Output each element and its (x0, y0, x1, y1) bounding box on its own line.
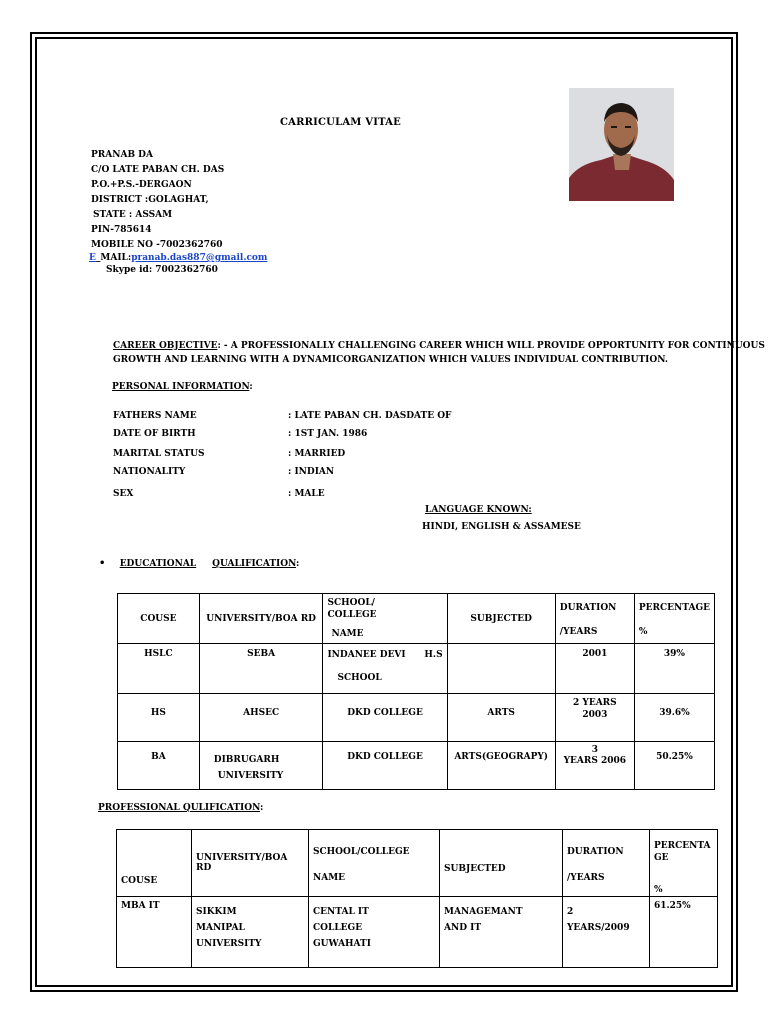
personal-label-sex: SEX (113, 489, 134, 499)
header-couse: COUSE (118, 594, 200, 644)
cell-subjected (440, 897, 563, 968)
document-title: CARRICULAM VITAE (280, 117, 401, 128)
header-percentage-b: % (638, 627, 648, 637)
mobile-line: MOBILE NO -7002362760 (91, 240, 223, 250)
person-photo-icon (569, 88, 674, 201)
cell-university-b: MANIPAL (196, 923, 245, 933)
cell-subjected: ARTS (447, 694, 555, 742)
education-table (117, 593, 715, 790)
education-heading (99, 558, 299, 569)
cell-university (199, 742, 323, 790)
header-couse: COUSE (117, 830, 192, 897)
header-school (323, 594, 447, 644)
education-heading-b: QUALIFICATION (212, 559, 296, 569)
cell-duration-b: YEARS 2006 (563, 756, 627, 766)
header-duration-b: /YEARS (567, 873, 605, 883)
cell-percentage: 39% (634, 644, 714, 694)
cell-percentage: 61.25% (650, 897, 718, 968)
cell-percentage: 50.25% (634, 742, 714, 790)
personal-value-nationality: : INDIAN (288, 467, 335, 477)
header-school-a: SCHOOL/COLLEGE (313, 847, 410, 857)
cell-couse: BA (118, 742, 200, 790)
candidate-name: PRANAB DA (91, 150, 153, 160)
header-school (309, 830, 440, 897)
professional-heading (98, 803, 263, 813)
state-line: STATE : ASSAM (93, 210, 173, 220)
cell-duration (555, 694, 634, 742)
header-subjected: SUBJECTED (440, 830, 563, 897)
cell-university-a: DIBRUGARH (213, 755, 280, 765)
cell-subjected-a: MANAGEMANT (444, 907, 523, 917)
email-line (89, 253, 267, 264)
cell-couse: HS (118, 694, 200, 742)
career-objective (113, 339, 765, 367)
cell-duration: 2001 (555, 644, 634, 694)
personal-info-heading-text: PERSONAL INFORMATION (112, 382, 250, 392)
table-row (118, 694, 715, 742)
email-link[interactable]: pranab.das887@gmail.com (131, 253, 268, 263)
header-duration (555, 594, 634, 644)
cell-school (309, 897, 440, 968)
cell-subjected-b: AND IT (444, 923, 482, 933)
education-heading-colon: : (295, 559, 300, 569)
contact-block (91, 148, 224, 253)
cell-couse: MBA IT (117, 897, 192, 968)
cell-duration-b: YEARS/2009 (567, 923, 630, 933)
cell-university: SEBA (199, 644, 323, 694)
header-university: UNIVERSITY/BOA RD (192, 830, 309, 897)
header-duration-b: /YEARS (559, 627, 598, 637)
cell-couse: HSLC (118, 644, 200, 694)
personal-value-fathers-name: : LATE PABAN CH. DASDATE OF (288, 411, 452, 421)
career-objective-line1: : - A PROFESSIONALLY CHALLENGING CAREER WHICH WILL PROVIDE OPPORTUNITY FOR CONTINUOUS (217, 341, 765, 351)
personal-value-sex: : MALE (288, 489, 325, 499)
cell-duration-a: 3 (591, 745, 598, 755)
cell-percentage: 39.6% (634, 694, 714, 742)
table-header-row (118, 594, 715, 644)
professional-heading-text: PROFESSIONAL QULIFICATION (98, 803, 260, 813)
header-school-c: NAME (331, 629, 364, 639)
header-percentage (634, 594, 714, 644)
header-subjected: SUBJECTED (447, 594, 555, 644)
cell-university-c: UNIVERSITY (196, 939, 262, 949)
table-row (118, 644, 715, 694)
header-percentage (650, 830, 718, 897)
cell-duration (563, 897, 650, 968)
career-objective-label: CAREER OBJECTIVE (113, 341, 218, 351)
cell-school-c: GUWAHATI (313, 939, 371, 949)
personal-value-dob: : 1ST JAN. 1986 (288, 429, 368, 439)
cell-university (192, 897, 309, 968)
cell-duration (555, 742, 634, 790)
header-duration (563, 830, 650, 897)
header-percentage-a: PERCENTA GE (654, 841, 711, 863)
table-header-row (117, 830, 718, 897)
cell-subjected (447, 644, 555, 694)
personal-label-fathers-name: FATHERS NAME (113, 411, 197, 421)
personal-value-marital: : MARRIED (288, 449, 346, 459)
cell-school-a: CENTAL IT (313, 907, 369, 917)
cell-university-b: UNIVERSITY (217, 771, 284, 781)
personal-label-dob: DATE OF BIRTH (113, 429, 196, 439)
header-university: UNIVERSITY/BOA RD (199, 594, 323, 644)
care-of-line: C/O LATE PABAN CH. DAS (91, 165, 225, 175)
email-prefix-label: _MAIL: (95, 253, 132, 263)
cell-school: DKD COLLEGE (323, 742, 447, 790)
district-line: DISTRICT :GOLAGHAT, (91, 195, 209, 205)
cell-school (323, 644, 447, 694)
career-objective-line2: GROWTH AND LEARNING WITH A DYNAMICORGANIZATION WHICH VALUES INDIVIDUAL CONTRIBUTION. (113, 355, 668, 365)
pin-line: PIN-785614 (91, 225, 152, 235)
header-percentage-b: % (654, 885, 663, 895)
cell-school-b: COLLEGE (313, 923, 363, 933)
profile-photo (569, 88, 674, 201)
header-duration-a: DURATION (567, 847, 624, 857)
personal-label-nationality: NATIONALITY (113, 467, 186, 477)
header-school-b: COLLEGE (327, 610, 377, 620)
cell-duration-a: 2 YEARS (573, 698, 617, 708)
cell-university: AHSEC (199, 694, 323, 742)
personal-info-heading (112, 382, 253, 392)
personal-label-marital: MARITAL STATUS (113, 449, 205, 459)
post-office-line: P.O.+P.S.-DERGAON (91, 180, 192, 190)
cell-university-a: SIKKIM (196, 907, 237, 917)
cell-duration-a: 2 (567, 907, 574, 917)
header-school-a: SCHOOL/ (327, 598, 375, 608)
header-duration-a: DURATION (559, 603, 617, 613)
cell-subjected: ARTS(GEOGRAPY) (447, 742, 555, 790)
skype-id: Skype id: 7002362760 (106, 265, 218, 275)
language-heading: LANGUAGE KNOWN: (425, 505, 532, 515)
cell-school-b: SCHOOL (337, 673, 382, 683)
table-row (117, 897, 718, 968)
personal-info-heading-colon: : (249, 382, 253, 392)
language-value: HINDI, ENGLISH & ASSAMESE (422, 522, 581, 532)
education-heading-a: EDUCATIONAL (119, 559, 197, 569)
cell-duration-b: 2003 (582, 710, 608, 720)
cell-school-a: INDANEE DEVI H.S (327, 650, 443, 660)
professional-table (116, 829, 718, 968)
email-prefix-e: E (89, 253, 96, 263)
professional-heading-colon: : (260, 803, 264, 813)
header-percentage-a: PERCENTAGE (638, 603, 710, 613)
header-school-b: NAME (313, 873, 346, 883)
table-row (118, 742, 715, 790)
cell-school: DKD COLLEGE (323, 694, 447, 742)
bullet-icon: • (99, 558, 106, 569)
